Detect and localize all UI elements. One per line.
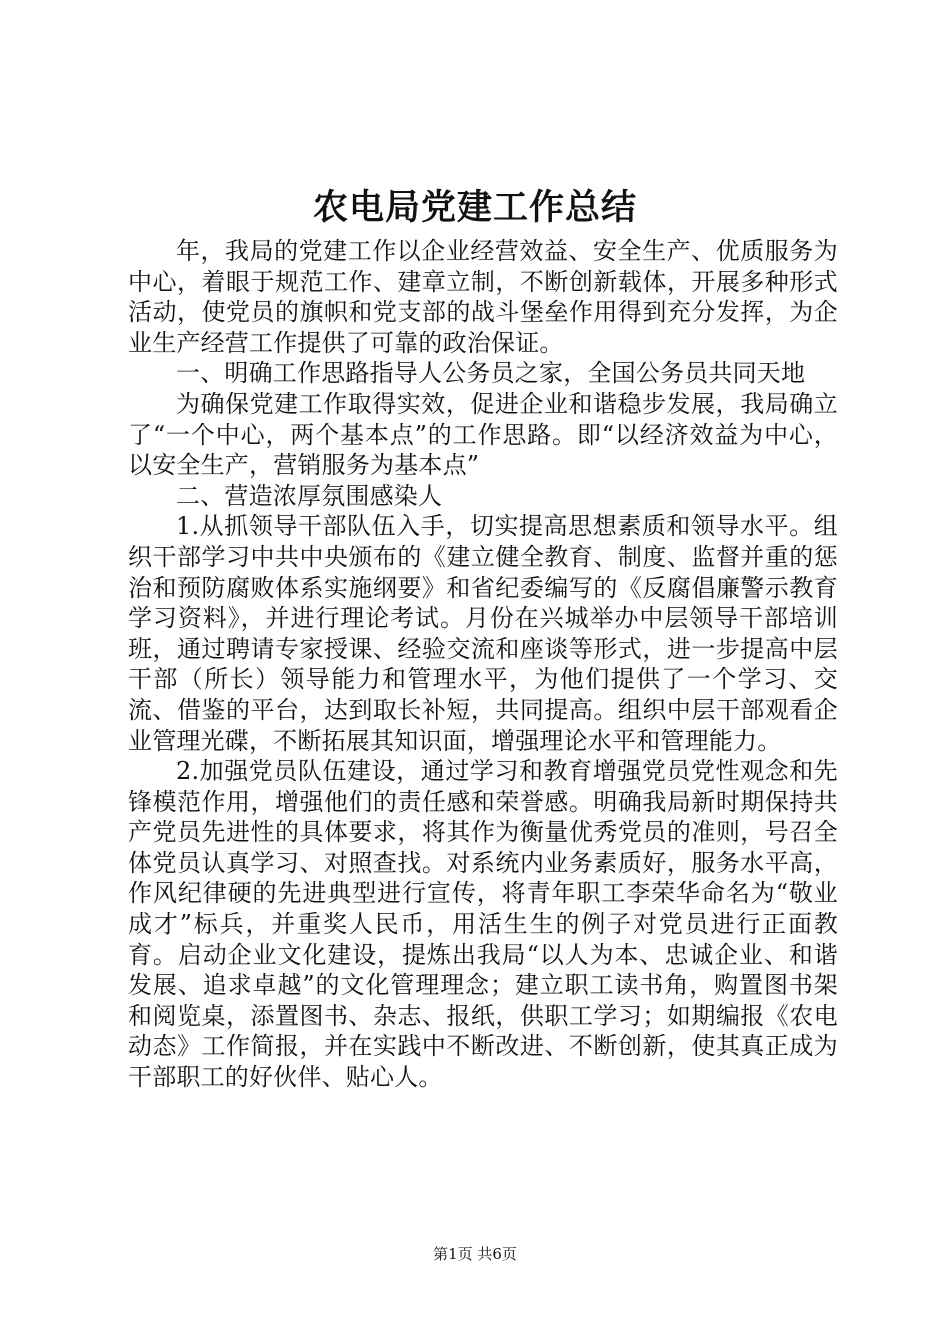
section-heading-2: 二、营造浓厚氛围感染人 [176, 481, 443, 510]
document-body [128, 236, 838, 1093]
paragraph-item-2: 2.加强党员队伍建设，通过学习和教育增强党员党性观念和先锋模范作用，增强他们的责任感和荣誉感。明确我局新时期保持共产党员先进性的具体要求，将其作为衡量优秀党员的准则，号召全体党员认真学习、对照查找。对系统内业务素质好，服务水平高，作风纪律硬的先进典型进行宣传，将青年职工李荣华命名为“敬业成才”标兵，并重奖人民币，用活生生的例子对党员进行正面教育。启动企业文化建设，提炼出我局“以人为本、忠诚企业、和谐发展、追求卓越”的文化管理理念；建立职工读书角，购置图书架和阅览桌，添置图书、杂志、报纸，供职工学习；如期编报《农电动态》工作简报，并在实践中不断改进、不断创新，使其真正成为干部职工的好伙伴、贴心人。 [128, 757, 838, 1092]
section-heading-1: 一、明确工作思路指导人公务员之家，全国公务员共同天地 [176, 359, 806, 388]
paragraph-section-1: 为确保党建工作取得实效，促进企业和谐稳步发展，我局确立了“一个中心，两个基本点”的工作思路。即“以经济效益为中心，以安全生产，营销服务为基本点” [128, 389, 838, 480]
document-title: 农电局党建工作总结 [312, 187, 637, 228]
paragraph-item-1: 1.从抓领导干部队伍入手，切实提高思想素质和领导水平。组织干部学习中共中央颁布的《建立健全教育、制度、监督并重的惩治和预防腐败体系实施纲要》和省纪委编写的《反腐倡廉警示教育学习资料》，并进行理论考试。月份在兴城举办中层领导干部培训班，通过聘请专家授课、经验交流和座谈等形式，进一步提高中层干部（所长）领导能力和管理水平，为他们提供了一个学习、交流、借鉴的平台，达到取长补短，共同提高。组织中层干部观看企业管理光碟，不断拓展其知识面，增强理论水平和管理能力。 [128, 512, 838, 755]
paragraph-intro: 年，我局的党建工作以企业经营效益、安全生产、优质服务为中心，着眼于规范工作、建章立制，不断创新载体，开展多种形式活动，使党员的旗帜和党支部的战斗堡垒作用得到充分发挥，为企业生产经营工作提供了可靠的政治保证。 [128, 237, 838, 357]
page-footer: 第1页 共6页 [433, 1245, 517, 1263]
